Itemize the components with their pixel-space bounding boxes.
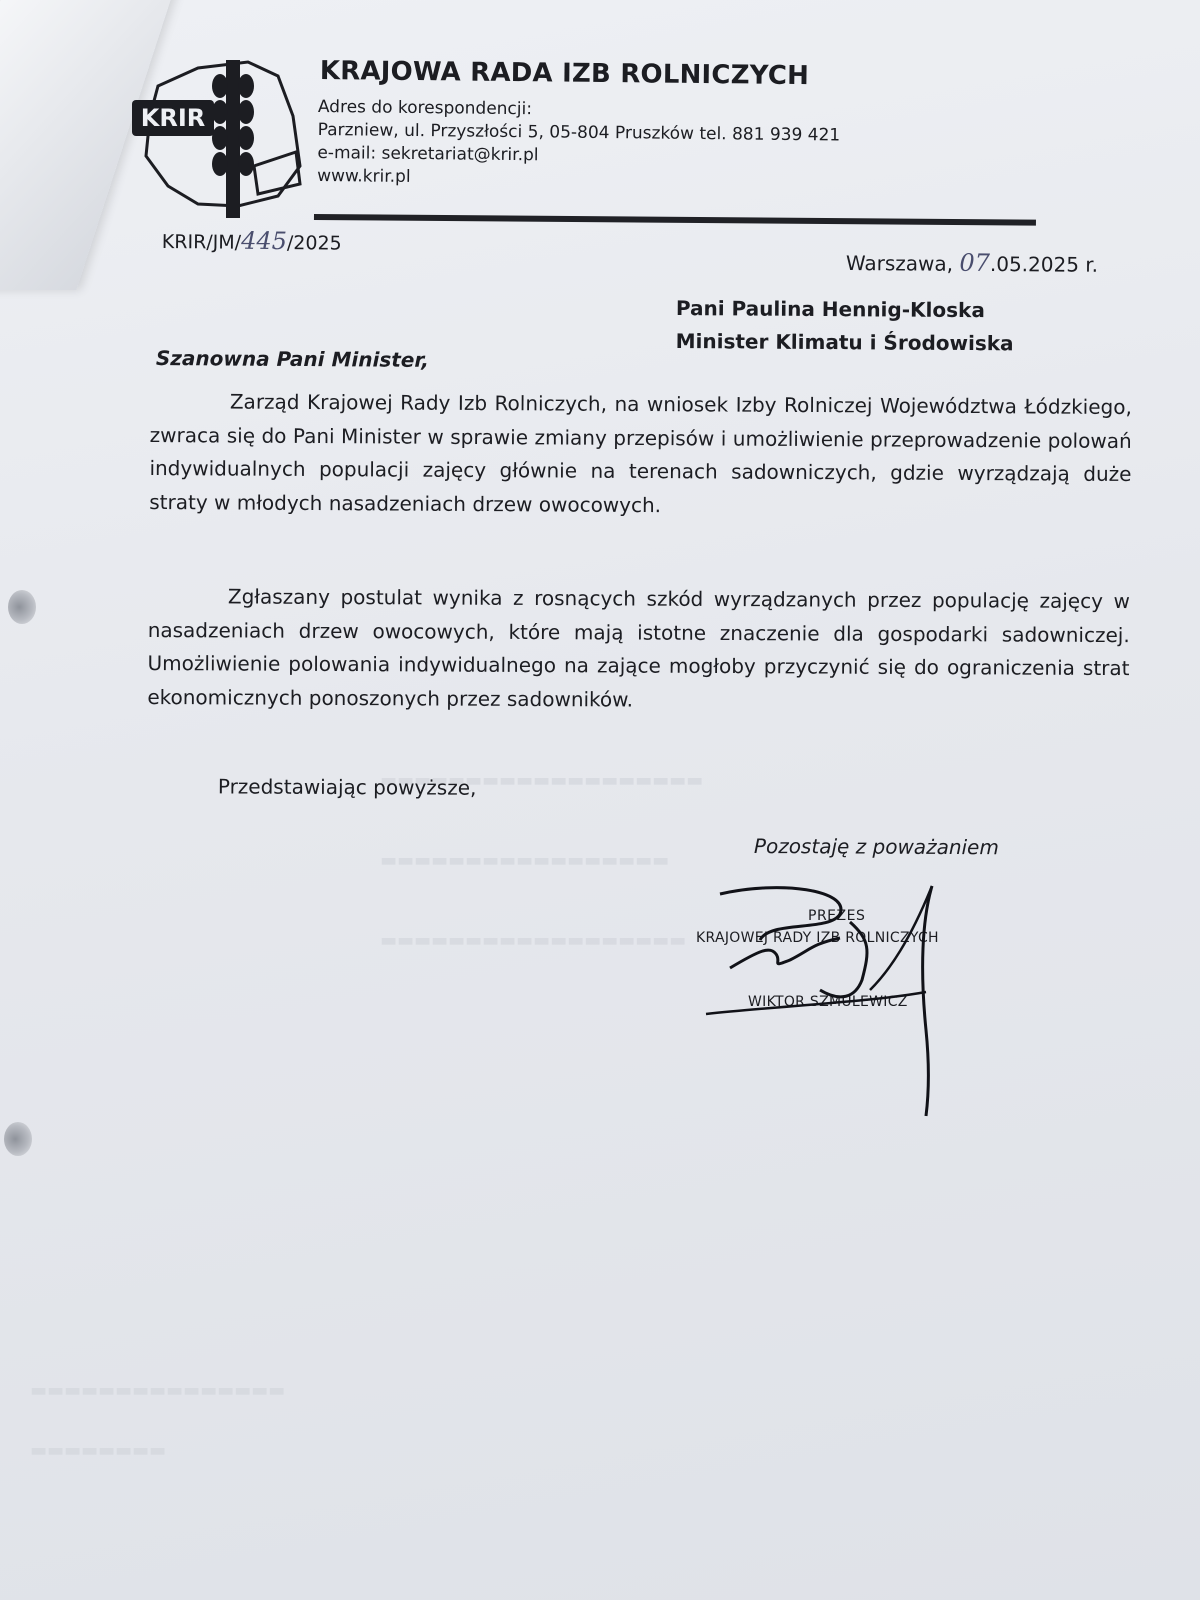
- salutation: Szanowna Pani Minister,: [155, 346, 430, 372]
- show-through-shadow: ▬▬▬▬▬▬▬▬▬▬▬▬▬▬▬▬▬: [380, 850, 670, 871]
- date-rest: .05.2025 r.: [989, 252, 1099, 277]
- punch-hole-icon: [8, 590, 36, 624]
- reference-prefix: KRIR/JM/: [161, 230, 242, 254]
- stamp-title: PREZES: [808, 908, 866, 924]
- show-through-shadow: ▬▬▬▬▬▬▬▬: [30, 1440, 167, 1461]
- reference-number: [162, 226, 342, 256]
- recipient-title: Minister Klimatu i Środowiska: [675, 328, 1014, 356]
- punch-hole-icon: [4, 1122, 32, 1156]
- recipient-block: [676, 292, 1014, 360]
- stamp-organization: KRAJOWEJ RADY IZB ROLNICZYCH: [696, 930, 939, 946]
- reference-suffix: /2025: [286, 232, 342, 255]
- stamp-name: WIKTOR SZMULEWICZ: [748, 994, 908, 1010]
- header-divider: [314, 214, 1036, 226]
- krir-logo: [128, 56, 306, 218]
- show-through-shadow: ▬▬▬▬▬▬▬▬▬▬▬▬▬▬▬▬▬▬▬: [380, 770, 704, 791]
- logo-label: KRIR: [140, 104, 206, 132]
- organization-name: KRAJOWA RADA IZB ROLNICZYCH: [319, 56, 810, 92]
- postal-address: Parzniew, ul. Przyszłości 5, 05-804 Pruszków tel. 881 939 421: [317, 119, 841, 146]
- recipient-name: Pani Paulina Hennig-Kloska: [675, 295, 985, 323]
- body-paragraph-2: Zgłaszany postulat wynika z rosnących szkód wyrządzanych przez populację zajęcy w nasadzeniach drzew owocowych, które mają istotne znaczenie dla gospodarki sadowniczej. Umożliwienie polowania indywidualnego na zające mogłoby przyczynić się do ograniczenia strat ekonomicznych ponoszonych przez sadowników.: [147, 584, 1130, 712]
- date-handwritten-day: 07: [959, 248, 991, 278]
- closing-phrase: Pozostaję z poważaniem: [753, 834, 999, 860]
- wheat-stem-icon: [226, 60, 240, 218]
- address-label: Adres do korespondencji:: [317, 96, 533, 120]
- body-paragraph-1: Zarząd Krajowej Rady Izb Rolniczych, na wniosek Izby Rolniczej Województwa Łódzkiego, zwraca się do Pani Minister w sprawie zmiany przepisów i umożliwienie przeprowadzenie polowań indywidualnych populacji zajęcy głównie na terenach sadowniczych, gdzie wyrządzają duże straty w młodych nasadzeniach drzew owocowych.: [149, 389, 1132, 517]
- date-city: Warszawa,: [845, 250, 954, 276]
- website: www.krir.pl: [317, 165, 411, 187]
- body-paragraph-3: Przedstawiając powyższe,: [217, 774, 477, 800]
- show-through-shadow: ▬▬▬▬▬▬▬▬▬▬▬▬▬▬▬: [30, 1380, 286, 1401]
- address-block: [317, 96, 840, 193]
- handwritten-signature-icon: [700, 880, 960, 1120]
- show-through-shadow: ▬▬▬▬▬▬▬▬▬▬▬▬▬▬▬▬▬▬: [380, 930, 687, 951]
- reference-handwritten-number: 445: [241, 226, 288, 256]
- email-address: e-mail: sekretariat@krir.pl: [317, 142, 539, 166]
- letter-date: [846, 248, 1098, 278]
